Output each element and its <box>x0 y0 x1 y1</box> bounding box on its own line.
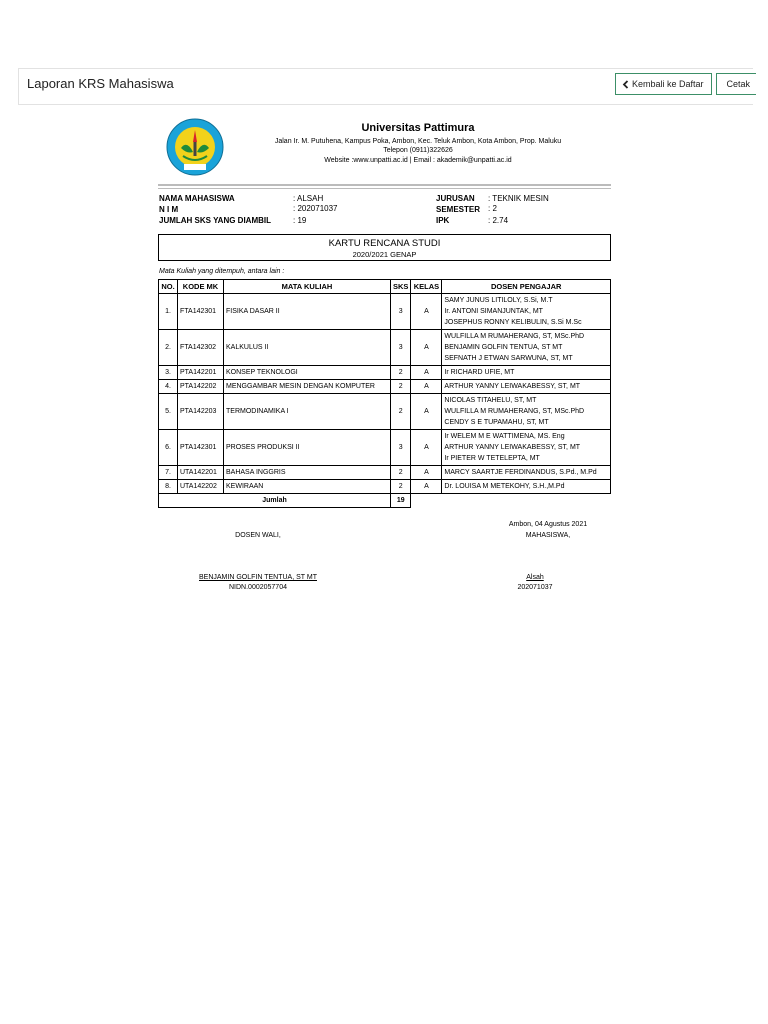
student-name-label: NAMA MAHASISWA <box>159 194 235 203</box>
cell-mata-kuliah: BAHASA INGGRIS <box>224 466 391 480</box>
col-header-dosen: DOSEN PENGAJAR <box>442 280 611 294</box>
table-row <box>159 366 611 380</box>
cell-sks: 3 <box>391 294 411 330</box>
cell-mata-kuliah: KONSEP TEKNOLOGI <box>224 366 391 380</box>
cell-sks: 3 <box>391 430 411 466</box>
back-to-list-button[interactable] <box>615 73 712 95</box>
cell-sks: 2 <box>391 380 411 394</box>
student-sks-value: : 19 <box>293 216 307 225</box>
cell-kelas: A <box>411 430 442 466</box>
cell-no: 5. <box>159 394 178 430</box>
student-sks-label: JUMLAH SKS YANG DIAMBIL <box>159 216 272 225</box>
university-name: Universitas Pattimura <box>361 122 475 134</box>
cell-no: 2. <box>159 330 178 366</box>
ipk-value: : 2.74 <box>488 216 509 225</box>
kartu-title: KARTU RENCANA STUDI <box>328 238 441 249</box>
header-rule-thin <box>158 188 611 189</box>
cell-no: 6. <box>159 430 178 466</box>
cell-dosen-pengajar <box>442 366 611 380</box>
table-row <box>159 294 611 330</box>
cell-kode-mk: PTA142201 <box>178 366 224 380</box>
cell-kelas: A <box>411 394 442 430</box>
cell-kelas: A <box>411 480 442 494</box>
cell-kode-mk: PTA142301 <box>178 430 224 466</box>
cell-dosen-pengajar <box>442 294 611 330</box>
print-button-label: Cetak <box>726 79 750 89</box>
cell-no: 3. <box>159 366 178 380</box>
university-address: Jalan Ir. M. Putuhena, Kampus Poka, Ambon, Kec. Teluk Ambon, Kota Ambon, Prop. Maluku <box>274 138 562 145</box>
cell-kelas: A <box>411 294 442 330</box>
cell-kelas: A <box>411 366 442 380</box>
col-header-mata-kuliah: MATA KULIAH <box>224 280 391 294</box>
cell-no: 4. <box>159 380 178 394</box>
page-header <box>18 68 753 105</box>
jurusan-label: JURUSAN <box>436 194 475 203</box>
mahasiswa-nim: 202071037 <box>517 584 553 591</box>
sign-place-date: Ambon, 04 Agustus 2021 <box>508 521 588 528</box>
cell-kode-mk: UTA142202 <box>178 480 224 494</box>
semester-value: : 2 <box>488 204 497 213</box>
table-row <box>159 466 611 480</box>
dosen-name: Dr. LOUISA M METEKOHY, S.H.,M.Pd <box>444 483 565 490</box>
header-rule <box>158 184 611 186</box>
cell-sks: 3 <box>391 330 411 366</box>
cell-no: 7. <box>159 466 178 480</box>
semester-label: SEMESTER <box>436 205 481 214</box>
cell-kelas: A <box>411 330 442 366</box>
dosen-name: WULFILLA M RUMAHERANG, ST, MSc.PhD <box>444 333 585 340</box>
dosen-name: ARTHUR YANNY LEIWAKABESSY, ST, MT <box>444 444 581 451</box>
dosen-name: NICOLAS TITAHELU, ST, MT <box>444 397 537 404</box>
back-button-label: Kembali ke Daftar <box>632 79 704 89</box>
cell-sks: 2 <box>391 480 411 494</box>
cell-sks: 2 <box>391 394 411 430</box>
dosen-wali-label: DOSEN WALI, <box>235 532 281 539</box>
cell-sks: 2 <box>391 366 411 380</box>
dosen-name: Ir PIETER W TETELEPTA, MT <box>444 455 540 462</box>
cell-dosen-pengajar <box>442 330 611 366</box>
cell-kelas: A <box>411 380 442 394</box>
total-blank <box>411 494 611 508</box>
dosen-name: ARTHUR YANNY LEIWAKABESSY, ST, MT <box>444 383 581 390</box>
cell-kode-mk: PTA142202 <box>178 380 224 394</box>
chevron-left-icon <box>622 80 629 89</box>
dosen-wali-nidn: NIDN.0002057704 <box>229 584 287 591</box>
cell-dosen-pengajar <box>442 430 611 466</box>
dosen-name: SAMY JUNUS LITILOLY, S.Si, M.T <box>444 297 553 304</box>
total-sks: 19 <box>391 494 411 508</box>
table-header-row <box>159 280 611 294</box>
student-nim-label: N I M <box>159 205 179 214</box>
col-header-kode: KODE MK <box>178 280 224 294</box>
total-label: Jumlah <box>159 494 391 508</box>
col-header-no: NO. <box>159 280 178 294</box>
dosen-name: Ir RICHARD UFIE, MT <box>444 369 515 376</box>
cell-kode-mk: UTA142201 <box>178 466 224 480</box>
cell-kode-mk: PTA142203 <box>178 394 224 430</box>
kartu-period: 2020/2021 GENAP <box>352 250 417 259</box>
course-table <box>158 279 611 508</box>
cell-mata-kuliah: PROSES PRODUKSI II <box>224 430 391 466</box>
university-phone: Telepon (0911)322626 <box>383 147 453 154</box>
table-total-row <box>159 494 611 508</box>
dosen-name: JOSEPHUS RONNY KELIBULIN, S.Si M.Sc <box>444 319 582 326</box>
dosen-name: BENJAMIN GOLFIN TENTUA, ST MT <box>444 344 563 351</box>
cell-no: 8. <box>159 480 178 494</box>
cell-mata-kuliah: KEWIRAAN <box>224 480 391 494</box>
cell-kode-mk: FTA142302 <box>178 330 224 366</box>
dosen-wali-name: BENJAMIN GOLFIN TENTUA, ST MT <box>199 574 317 581</box>
dosen-name: WULFILLA M RUMAHERANG, ST, MSc.PhD <box>444 408 585 415</box>
col-header-sks: SKS <box>391 280 411 294</box>
mahasiswa-name: Alsah <box>526 574 544 581</box>
cell-kode-mk: FTA142301 <box>178 294 224 330</box>
table-row <box>159 480 611 494</box>
table-row <box>159 430 611 466</box>
cell-dosen-pengajar <box>442 394 611 430</box>
university-website: Website :www.unpatti.ac.id | Email : akademik@unpatti.ac.id <box>324 157 512 164</box>
cell-mata-kuliah: MENGGAMBAR MESIN DENGAN KOMPUTER <box>224 380 391 394</box>
cell-mata-kuliah: KALKULUS II <box>224 330 391 366</box>
cell-dosen-pengajar <box>442 480 611 494</box>
jurusan-value: : TEKNIK MESIN <box>488 194 549 203</box>
col-header-kelas: KELAS <box>411 280 442 294</box>
table-row <box>159 380 611 394</box>
dosen-name: SEFNATH J ETWAN SARWUNA, ST, MT <box>444 355 573 362</box>
dosen-name: CENDY S E TUPAMAHU, ST, MT <box>444 419 549 426</box>
kartu-title-box <box>158 234 611 261</box>
cell-dosen-pengajar <box>442 380 611 394</box>
table-row <box>159 330 611 366</box>
page-title: Laporan KRS Mahasiswa <box>27 76 174 91</box>
cell-mata-kuliah: TERMODINAMIKA I <box>224 394 391 430</box>
cell-dosen-pengajar <box>442 466 611 480</box>
dosen-name: Ir. ANTONI SIMANJUNTAK, MT <box>444 308 543 315</box>
mahasiswa-label: MAHASISWA, <box>525 532 571 539</box>
student-nim-value: : 202071037 <box>293 204 338 213</box>
table-row <box>159 394 611 430</box>
cell-mata-kuliah: FISIKA DASAR II <box>224 294 391 330</box>
course-intro-text: Mata Kuliah yang ditempuh, antara lain : <box>159 268 285 275</box>
cell-no: 1. <box>159 294 178 330</box>
dosen-name: Ir WELEM M E WATTIMENA, MS. Eng <box>444 433 565 440</box>
print-button[interactable] <box>716 73 756 95</box>
cell-kelas: A <box>411 466 442 480</box>
student-name-value: : ALSAH <box>293 194 324 203</box>
ipk-label: IPK <box>436 216 450 225</box>
dosen-name: MARCY SAARTJE FERDINANDUS, S.Pd., M.Pd <box>444 469 597 476</box>
cell-sks: 2 <box>391 466 411 480</box>
